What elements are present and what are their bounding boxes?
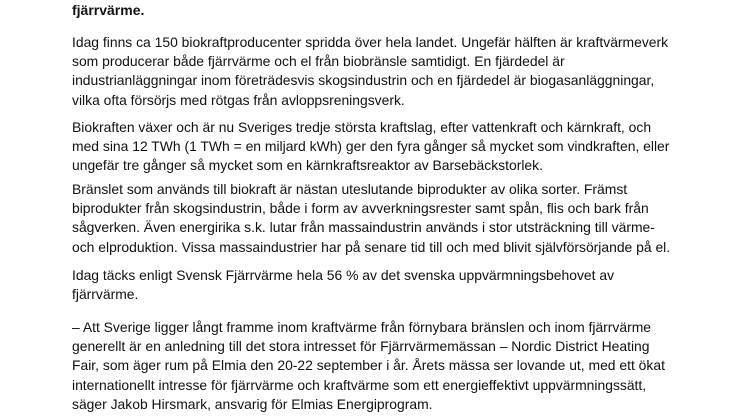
paragraph-quote xyxy=(72,318,702,414)
text-line: som producerar både fjärrvärme och el från biobränsle samtidigt. En fjärdedel är xyxy=(72,53,565,70)
heading-fragment: fjärrvärme. xyxy=(72,2,145,18)
text-line: internationellt intresse för fjärrvärme och kraftvärme som ett energieffektivt uppvärmningssätt, xyxy=(72,376,647,393)
text-line: säger Jakob Hirsmark, ansvarig för Elmias Energiprogram. xyxy=(72,395,433,412)
text-line: sågverken. Även energirika s.k. lutar från massaindustrin används i stor utsträckning till värme- xyxy=(72,219,655,236)
text-line: – Att Sverige ligger långt framme inom kraftvärme från förnybara bränslen och inom fjärrvärme xyxy=(72,319,652,335)
text-line: Idag finns ca 150 biokraftproducenter spridda över hela landet. Ungefär hälften är kraftvärmeverk xyxy=(72,34,669,50)
paragraph-fjarrvarme-andel xyxy=(72,266,702,304)
text-line: fjärrvärme. xyxy=(72,286,139,303)
paragraph-biokraftproducenter xyxy=(72,33,702,110)
text-line: Biokraften växer och är nu Sveriges tredje största kraftslag, efter vattenkraft och kärnkraft, och xyxy=(72,119,652,135)
text-line: Idag täcks enligt Svensk Fjärrvärme hela 56 % av det svenska uppvärmningsbehovet av xyxy=(72,267,615,283)
text-line: generellt är en anledning till det stora intresset för Fjärrvärmemässan – Nordic District Heating xyxy=(72,338,650,355)
paragraph-biokraften-vaxer xyxy=(72,118,702,176)
text-line: vilka ofta försörjs med rötgas från avloppsreningsverk. xyxy=(72,91,405,108)
text-line: och elproduktion. Vissa massaindustrier har på senare tid till och med blivit självförsörjande på el. xyxy=(72,238,671,255)
paragraph-branslet xyxy=(72,180,702,257)
text-line: ungefär tre gånger så mycket som en kärnkraftsreaktor av Barsebäckstorlek. xyxy=(72,157,543,174)
text-line: med sina 12 TWh (1 TWh = en miljard kWh) ger den fyra gånger så mycket som vindkraften, eller xyxy=(72,138,670,155)
text-line: industrianläggningar inom företrädesvis skogsindustrin och en fjärdedel är biogasanläggningar, xyxy=(72,72,655,89)
text-line: Fair, som äger rum på Elmia den 20-22 september i år. Årets mässa ser lovande ut, med ett ökat xyxy=(72,357,665,374)
text-line: Bränslet som används till biokraft är nästan uteslutande biprodukter av olika sorter. Främst xyxy=(72,181,628,197)
text-line: biprodukter från skogsindustrin, både i form av avverkningsrester samt spån, flis och bark från xyxy=(72,200,649,217)
